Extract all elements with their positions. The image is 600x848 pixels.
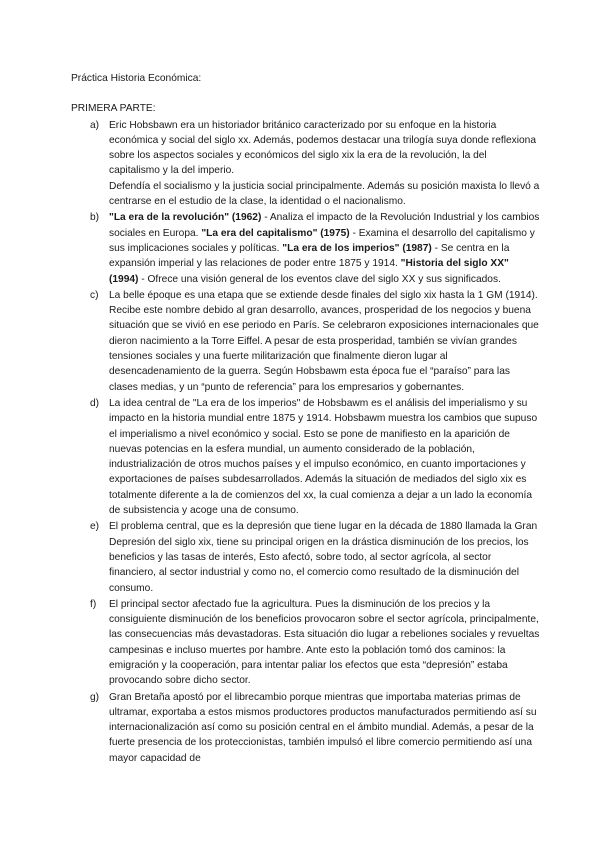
list-marker: a) [90, 119, 100, 131]
document-title: Práctica Historia Económica: [71, 73, 202, 84]
book-description: - Analiza el impacto de la Revolución Industrial y los cambios sociales en Europa. [109, 212, 540, 239]
list-marker: d) [90, 397, 100, 409]
book-description: - Se centra en la expansión imperial y las relaciones de poder entre 1875 y 1914. [109, 242, 510, 270]
item-text: El problema central, que es la depresión que tiene lugar en la década de 1880 llamada la Gran Depresión del siglo xix, tiene su principal origen en la drástica disminución de los precios, los beneficios y las tasas de interés, Esto afectó, sobre todo, al sector agrícola, al sector financiero, al sector industrial y como no, el comercio como resultado de la disminución del consumo. [109, 521, 538, 594]
item-text [109, 118, 540, 210]
item-text [109, 210, 540, 286]
book-title: "La era del capitalismo" (1975) [201, 227, 350, 239]
list-item [71, 519, 540, 595]
list-marker: b) [90, 212, 100, 224]
list-marker: g) [90, 691, 100, 703]
list-marker: c) [90, 289, 99, 301]
book-title: "Historia del siglo XX" (1994) [109, 258, 509, 285]
list-item [71, 118, 540, 210]
item-text: Gran Bretaña apostó por el librecambio porque mientras que importaba materias primas de ultramar, exportaba a estos mismos productores productos manufacturados permitiendo así su internacionalización así como su posición central en el ámbito mundial. Además, a pesar de la fuerte presencia de los proteccionistas, también impulsó el libre comercio permitiendo así una mayor capacidad de [109, 691, 537, 764]
list-marker: e) [90, 521, 100, 533]
section-heading: PRIMERA PARTE: [71, 103, 156, 115]
book-title: "La era de la revolución" (1962) [109, 212, 262, 224]
list-item [71, 690, 540, 766]
list-item [71, 210, 540, 286]
paragraph: Defendía el socialismo y la justicia social principalmente. Además su posición maxista lo llevó a centrarse en el estudio de la clase, la identidad o el nacionalismo. [109, 180, 540, 208]
list-item [71, 597, 540, 689]
paragraph: Eric Hobsbawn era un historiador británico caracterizado por su enfoque en la historia económica y social del siglo xx. Además, podemos destacar una trilogía suya donde reflexiona sobre los aspectos sociales y económicos del siglo xix la era de la revolución, la del capitalismo y la del imperio. [109, 119, 536, 177]
book-description: - Examina el desarrollo del capitalismo y sus implicaciones sociales y políticas. [109, 227, 535, 254]
list-item [71, 288, 540, 395]
list-item [71, 396, 540, 518]
item-text: El principal sector afectado fue la agricultura. Pues la disminución de los precios y la consiguiente disminución de los beneficios provocaron sobre el sector agrícola, principalmente, las consecuencias más devastadoras. Esta situación dio lugar a rebeliones sociales y revueltas campesinas e incluso muertes por hambre. Ante esto la población tomó dos caminos: la emigración y la cooperación, para intentar paliar los efectos que esta “depresión” estaba provocando sobre dicho sector. [109, 598, 540, 687]
book-description: - Ofrece una visión general de los eventos clave del siglo XX y sus significados. [138, 273, 501, 285]
answer-list [71, 118, 540, 766]
item-text: La idea central de "La era de los imperios" de Hobsbawm es el análisis del imperialismo y su impacto en la historia mundial entre 1875 y 1914. Hobsbawm muestra los cambios que supuso el imperialismo a nivel económico y social. Esto se pone de manifiesto en la aparición de nuevas potencias en la esfera mundial, un aumento considerado de la población, industrialización de otros muchos países y el impulso económico, en cuanto importaciones y exportaciones de países subdesarrollados. Además la situación de mediados del siglo xix es totalmente diferente a la de comienzos del xx, la cual comienza a dejar a un lado la economía de subsistencia y acoge una de consumo. [109, 397, 538, 517]
book-title: "La era de los imperios" (1987) [282, 242, 432, 254]
list-marker: f) [90, 598, 97, 610]
item-text: La belle époque es una etapa que se extiende desde finales del siglo xix hasta la 1 GM (1914). Recibe este nombre debido al gran desarrollo, avances, prosperidad de los negocios y buena situación que se vivió en ese periodo en París. Se celebraron exposiciones internacionales que dieron nacimiento a la Torre Eiffel. A pesar de esta prosperidad, también se vivían grandes tensiones sociales y una fuerte militarización que finalmente dieron lugar al desencadenamiento de la guerra. Según Hobsbawm esta época fue el “paraíso” para las clases medias, y un “punto de referencia” para los empresarios y gobernantes. [109, 289, 539, 393]
